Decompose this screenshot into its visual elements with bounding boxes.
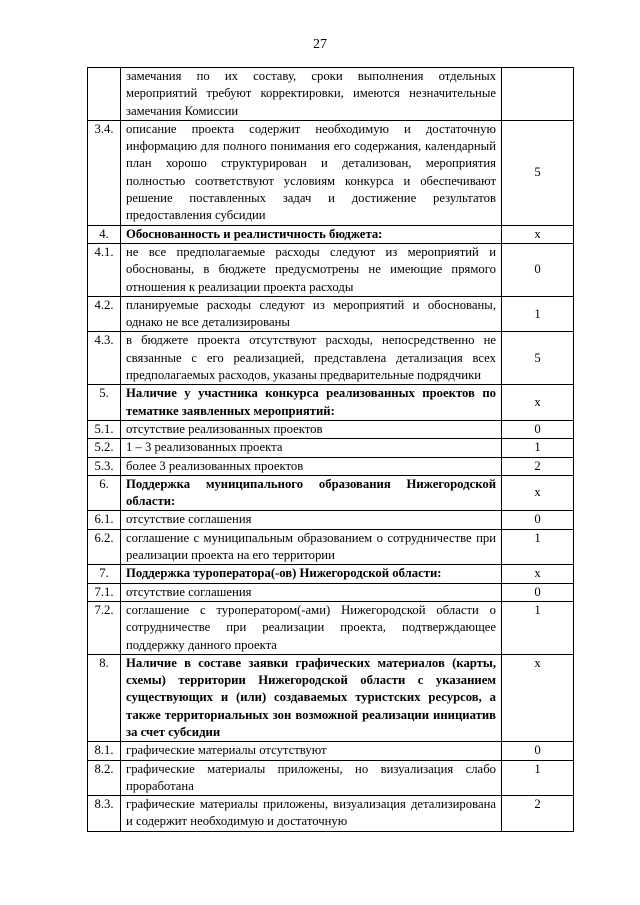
row-score bbox=[502, 68, 574, 121]
row-text: Наличие у участника конкурса реализованных проектов по тематике заявленных мероприятий: bbox=[121, 385, 502, 421]
row-number: 4. bbox=[88, 225, 121, 243]
table-row bbox=[88, 243, 574, 296]
table-row bbox=[88, 796, 574, 832]
row-number: 8. bbox=[88, 654, 121, 741]
row-score: x bbox=[502, 654, 574, 741]
row-text: более 3 реализованных проектов bbox=[121, 457, 502, 475]
row-score: 0 bbox=[502, 583, 574, 601]
row-text: соглашение с туроператором(-ами) Нижегородской области о сотрудничестве при реализации проекта, подтверждающее поддержку данного проекта bbox=[121, 601, 502, 654]
row-number: 5.1. bbox=[88, 420, 121, 438]
table-row bbox=[88, 742, 574, 760]
row-number: 6. bbox=[88, 475, 121, 511]
table-row bbox=[88, 457, 574, 475]
row-score: 2 bbox=[502, 457, 574, 475]
row-text: Поддержка туроператора(-ов) Нижегородской области: bbox=[121, 565, 502, 583]
table-row bbox=[88, 120, 574, 225]
row-text: соглашение с муниципальным образованием о сотрудничестве при реализации проекта на его территории bbox=[121, 529, 502, 565]
row-number: 3.4. bbox=[88, 120, 121, 225]
row-score: 1 bbox=[502, 760, 574, 796]
table-row bbox=[88, 529, 574, 565]
row-score: 0 bbox=[502, 243, 574, 296]
row-number: 7.2. bbox=[88, 601, 121, 654]
table-row bbox=[88, 583, 574, 601]
row-text: графические материалы приложены, визуализация детализирована и содержит необходимую и достаточную bbox=[121, 796, 502, 832]
row-number: 5. bbox=[88, 385, 121, 421]
row-text: в бюджете проекта отсутствуют расходы, непосредственно не связанные с его реализацией, представлена детализация всех предполагаемых расходов, указаны предварительные подрядчики bbox=[121, 332, 502, 385]
row-text: отсутствие соглашения bbox=[121, 583, 502, 601]
section-header-row bbox=[88, 654, 574, 741]
row-number: 4.2. bbox=[88, 296, 121, 332]
row-text: Наличие в составе заявки графических материалов (карты, схемы) территории Нижегородской области с указанием существующих и (или) создаваемых туристских ресурсов, а также территориальных зон возможной реализации инициатив за счет субсидии bbox=[121, 654, 502, 741]
table-row bbox=[88, 601, 574, 654]
row-text: отсутствие реализованных проектов bbox=[121, 420, 502, 438]
row-score: 1 bbox=[502, 529, 574, 565]
table-row bbox=[88, 332, 574, 385]
row-number: 4.3. bbox=[88, 332, 121, 385]
row-number: 6.2. bbox=[88, 529, 121, 565]
row-number: 5.2. bbox=[88, 439, 121, 457]
row-number: 4.1. bbox=[88, 243, 121, 296]
page-number: 27 bbox=[313, 37, 327, 52]
row-score: 0 bbox=[502, 420, 574, 438]
row-score: 1 bbox=[502, 296, 574, 332]
row-score: x bbox=[502, 565, 574, 583]
row-score: x bbox=[502, 385, 574, 421]
row-score: x bbox=[502, 225, 574, 243]
section-header-row bbox=[88, 225, 574, 243]
table-row bbox=[88, 511, 574, 529]
table-row bbox=[88, 760, 574, 796]
row-score: 1 bbox=[502, 439, 574, 457]
section-header-row bbox=[88, 475, 574, 511]
row-score: x bbox=[502, 475, 574, 511]
row-number: 8.1. bbox=[88, 742, 121, 760]
row-number: 7.1. bbox=[88, 583, 121, 601]
section-header-row bbox=[88, 385, 574, 421]
row-text: отсутствие соглашения bbox=[121, 511, 502, 529]
table-row bbox=[88, 68, 574, 121]
row-text: Обоснованность и реалистичность бюджета: bbox=[121, 225, 502, 243]
criteria-table bbox=[87, 67, 574, 832]
row-text: графические материалы отсутствуют bbox=[121, 742, 502, 760]
row-text: описание проекта содержит необходимую и достаточную информацию для полного понимания его содержания, календарный план хорошо структурирован и детализован, мероприятия полностью соответствуют условиям конкурса и обеспечивают решение поставленных задач и достижение результатов предоставления субсидии bbox=[121, 120, 502, 225]
row-number: 8.3. bbox=[88, 796, 121, 832]
row-number: 5.3. bbox=[88, 457, 121, 475]
row-text: не все предполагаемые расходы следуют из мероприятий и обоснованы, в бюджете предусмотрены не имеющие прямого отношения к реализации проекта расходы bbox=[121, 243, 502, 296]
row-number: 8.2. bbox=[88, 760, 121, 796]
row-number: 6.1. bbox=[88, 511, 121, 529]
row-score: 2 bbox=[502, 796, 574, 832]
table-row bbox=[88, 439, 574, 457]
row-score: 1 bbox=[502, 601, 574, 654]
row-number bbox=[88, 68, 121, 121]
row-score: 0 bbox=[502, 511, 574, 529]
row-score: 0 bbox=[502, 742, 574, 760]
section-header-row bbox=[88, 565, 574, 583]
row-text: замечания по их составу, сроки выполнения отдельных мероприятий требуют корректировки, имеются незначительные замечания Комиссии bbox=[121, 68, 502, 121]
row-text: графические материалы приложены, но визуализация слабо проработана bbox=[121, 760, 502, 796]
row-score: 5 bbox=[502, 332, 574, 385]
table-row bbox=[88, 296, 574, 332]
row-text: планируемые расходы следуют из мероприятий и обоснованы, однако не все детализированы bbox=[121, 296, 502, 332]
row-text: Поддержка муниципального образования Нижегородской области: bbox=[121, 475, 502, 511]
row-number: 7. bbox=[88, 565, 121, 583]
table-row bbox=[88, 420, 574, 438]
row-text: 1 – 3 реализованных проекта bbox=[121, 439, 502, 457]
row-score: 5 bbox=[502, 120, 574, 225]
